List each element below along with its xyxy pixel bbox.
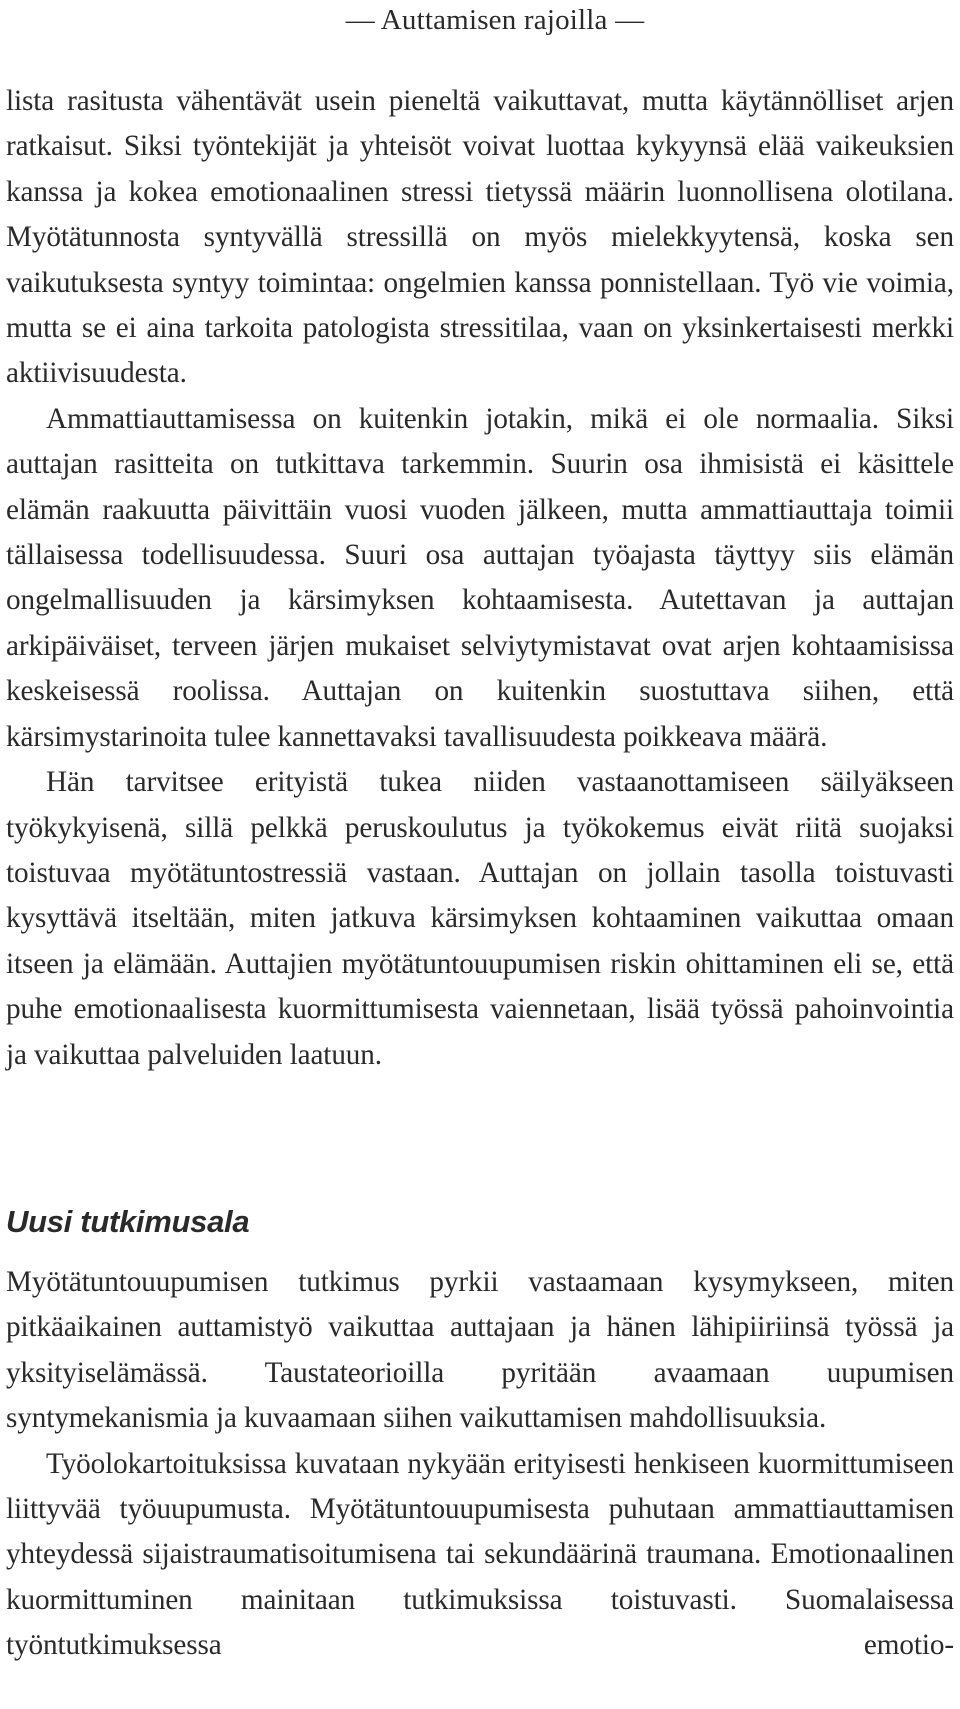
section-body bbox=[6, 1260, 954, 1669]
document-page bbox=[6, 0, 954, 38]
paragraph: Myötätuntouupumisen tutkimus pyrkii vastaamaan kysymykseen, miten pitkäaikainen auttamistyö vaikuttaa auttajaan ja hänen lähipiiriinsä työssä ja yksityiselämässä. Taustateorioilla pyritään avaamaan uupumisen syntymekanismia ja kuvaamaan siihen vaikuttamisen mahdollisuuksia. bbox=[6, 1266, 954, 1435]
paragraph: Työolokartoituksissa kuvataan nykyään erityisesti henkiseen kuormittumiseen liittyvää työuupumusta. Myötätuntouupumisesta puhutaan ammattiauttamisen yhteydessä sijaistraumatisoitumisena tai sekundäärinä traumana. Emotionaalinen kuormittuminen mainitaan tutkimuksissa toistuvasti. Suomalaisessa työntutkimuksessa emotio- bbox=[6, 1447, 954, 1662]
section-heading: Uusi tutkimusala bbox=[6, 1204, 250, 1239]
paragraph: Ammattiauttamisessa on kuitenkin jotakin, mikä ei ole normaalia. Siksi auttajan rasitteita on tutkittava tarkemmin. Suurin osa ihmisistä ei käsittele elämän raakuutta päivittäin vuosi vuoden jälkeen, mutta ammattiauttaja toimii tällaisessa todellisuudessa. Suuri osa auttajan työajasta täyttyy siis elämän ongelmallisuuden ja kärsimyksen kohtaamisesta. Autettavan ja auttajan arkipäiväiset, terveen järjen mukaiset selviytymistavat ovat arjen kohtaamisissa keskeisessä roolissa. Auttajan on kuitenkin suostuttava siihen, että kärsimystarinoita tulee kannettavaksi tavallisuudesta poikkeava määrä. bbox=[6, 402, 954, 753]
running-header: — Auttamisen rajoilla — bbox=[345, 4, 645, 36]
section-body bbox=[6, 79, 954, 1078]
paragraph: Hän tarvitsee erityistä tukea niiden vastaanottamiseen säilyäkseen työkykyisenä, sillä pelkkä peruskoulutus ja työkokemus eivät riitä suojaksi toistuvaa myötätuntostressiä vastaan. Auttajan on jollain tasolla toistuvasti kysyttävä itseltään, miten jatkuva kärsimyksen kohtaaminen vaikuttaa omaan itseen ja elämään. Auttajien myötätuntouupumisen riskin ohittaminen eli se, että puhe emotionaalisesta kuormittumisesta vaiennetaan, lisää työssä pahoinvointia ja vaikuttaa palveluiden laatuun. bbox=[6, 766, 954, 1071]
paragraph: lista rasitusta vähentävät usein pieneltä vaikuttavat, mutta käytännölliset arjen ratkaisut. Siksi työntekijät ja yhteisöt voivat luottaa kykyynsä elää vaikeuksien kanssa ja kokea emotionaalinen stressi tietyssä määrin luonnollisena olotilana. Myötätunnosta syntyvällä stressillä on myös mielekkyytensä, koska sen vaikutuksesta syntyy toimintaa: ongelmien kanssa ponnistellaan. Työ vie voimia, mutta se ei aina tarkoita patologista stressitilaa, vaan on yksinkertaisesti merkki aktiivisuudesta. bbox=[6, 85, 954, 390]
